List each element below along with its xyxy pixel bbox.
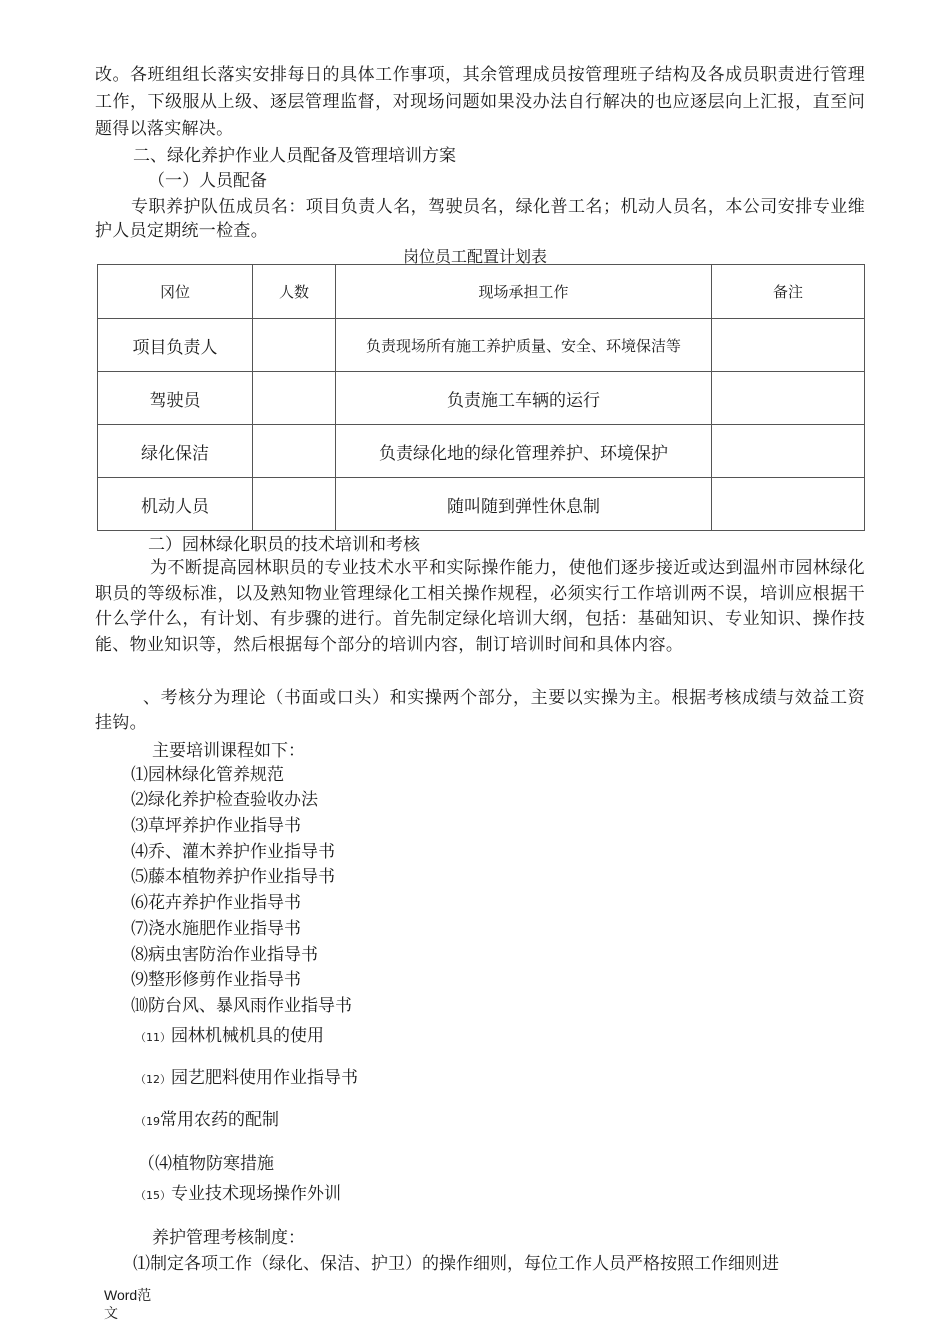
course-item: ⑴园林绿化管养规范 [131,765,284,785]
table-cell-duty: 随叫随到弹性休息制 [336,478,712,531]
table-caption: 岗位员工配置计划表 [402,247,547,266]
course-item: ⑷乔、灌木养护作业指导书 [131,842,335,862]
table-cell-position: 绿化保洁 [98,425,253,478]
table-cell-note [712,319,865,372]
table-header-cell: 现场承担工作 [336,265,712,319]
table-cell-note [712,372,865,425]
course-item: ⑵绿化养护检查验收办法 [131,790,318,810]
table-cell-position: 驾驶员 [98,372,253,425]
course-item: （12）园艺肥料使用作业指导书 [135,1068,358,1088]
course-item: （15）专业技术现场操作外训 [135,1184,341,1204]
table-cell-count [253,478,336,531]
table-cell-note [712,425,865,478]
course-item: （⑷植物防寒措施 [138,1154,274,1174]
intro-paragraph: 改。各班组组长落实安排每日的具体工作事项，其余管理成员按管理班子结构及各成员职责进行管理工作，下级服从上级、逐层管理监督，对现场问题如果没办法自行解决的也应逐层向上汇报，直至问题得以落实解决。 [95,65,865,139]
table-cell-duty: 负责现场所有施工养护质量、安全、环境保洁等 [336,319,712,372]
course-item: ⑼整形修剪作业指导书 [131,970,301,990]
table-cell-note [712,478,865,531]
table-header-cell: 冈位 [98,265,253,319]
subsection-heading-staffing: （一）人员配备 [148,171,267,191]
courses-heading: 主要培训课程如下： [152,741,305,761]
table-row [98,425,865,478]
table-cell-count [253,372,336,425]
table-header-row [98,265,865,319]
course-item: ⑻病虫害防治作业指导书 [131,945,318,965]
table-header-cell: 备注 [712,265,865,319]
table-cell-position: 机动人员 [98,478,253,531]
staffing-paragraph: 专职养护队伍成员名：项目负责人名，驾驶员名，绿化普工名；机动人员名，本公司安排专业维护人员定期统一检查。 [95,197,865,241]
course-item: （19常用农药的配制 [135,1110,279,1130]
footer-line: 文 [104,1305,118,1321]
footer-line: Word范 [104,1287,152,1303]
table-row [98,478,865,531]
section-heading: 二、绿化养护作业人员配备及管理培训方案 [133,146,456,166]
table-cell-count [253,319,336,372]
course-item: ⑹花卉养护作业指导书 [131,893,301,913]
training-paragraph: 为不断提高园林职员的专业技术水平和实际操作能力，使他们逐步接近或达到温州市园林绿化职员的等级标准，以及熟知物业管理绿化工相关操作规程，必须实行工作培训两不误，培训应根据干什么学什么，有计划、有步骤的进行。首先制定绿化培训大纲，包括：基础知识、专业知识、操作技能、物业知识等，然后根据每个部分的培训内容，制订培训时间和具体内容。 [95,558,865,655]
table-cell-duty: 负责施工车辆的运行 [336,372,712,425]
table-cell-count [253,425,336,478]
assessment-paragraph: 、考核分为理论（书面或口头）和实操两个部分，主要以实操为主。根据考核成绩与效益工资挂钩。 [95,688,865,733]
course-item: ⑺浇水施肥作业指导书 [131,919,301,939]
table-row [98,372,865,425]
table-cell-position: 项目负责人 [98,319,253,372]
table-cell-duty: 负责绿化地的绿化管理养护、环境保护 [336,425,712,478]
footer-label [104,1286,151,1322]
table-row [98,319,865,372]
table-header-cell: 人数 [253,265,336,319]
course-item: ⑸藤本植物养护作业指导书 [131,867,335,887]
course-item: （11）园林机械机具的使用 [135,1026,324,1046]
course-item: ⑽防台风、暴风雨作业指导书 [131,996,352,1016]
assessment-item: ⑴制定各项工作（绿化、保洁、护卫）的操作细则，每位工作人员严格按照工作细则进 [133,1254,779,1274]
course-item: ⑶草坪养护作业指导书 [131,816,301,836]
staff-allocation-table [97,264,865,531]
subsection-heading-training: 二）园林绿化职员的技术培训和考核 [148,535,420,555]
assessment-system-heading: 养护管理考核制度： [152,1228,305,1248]
